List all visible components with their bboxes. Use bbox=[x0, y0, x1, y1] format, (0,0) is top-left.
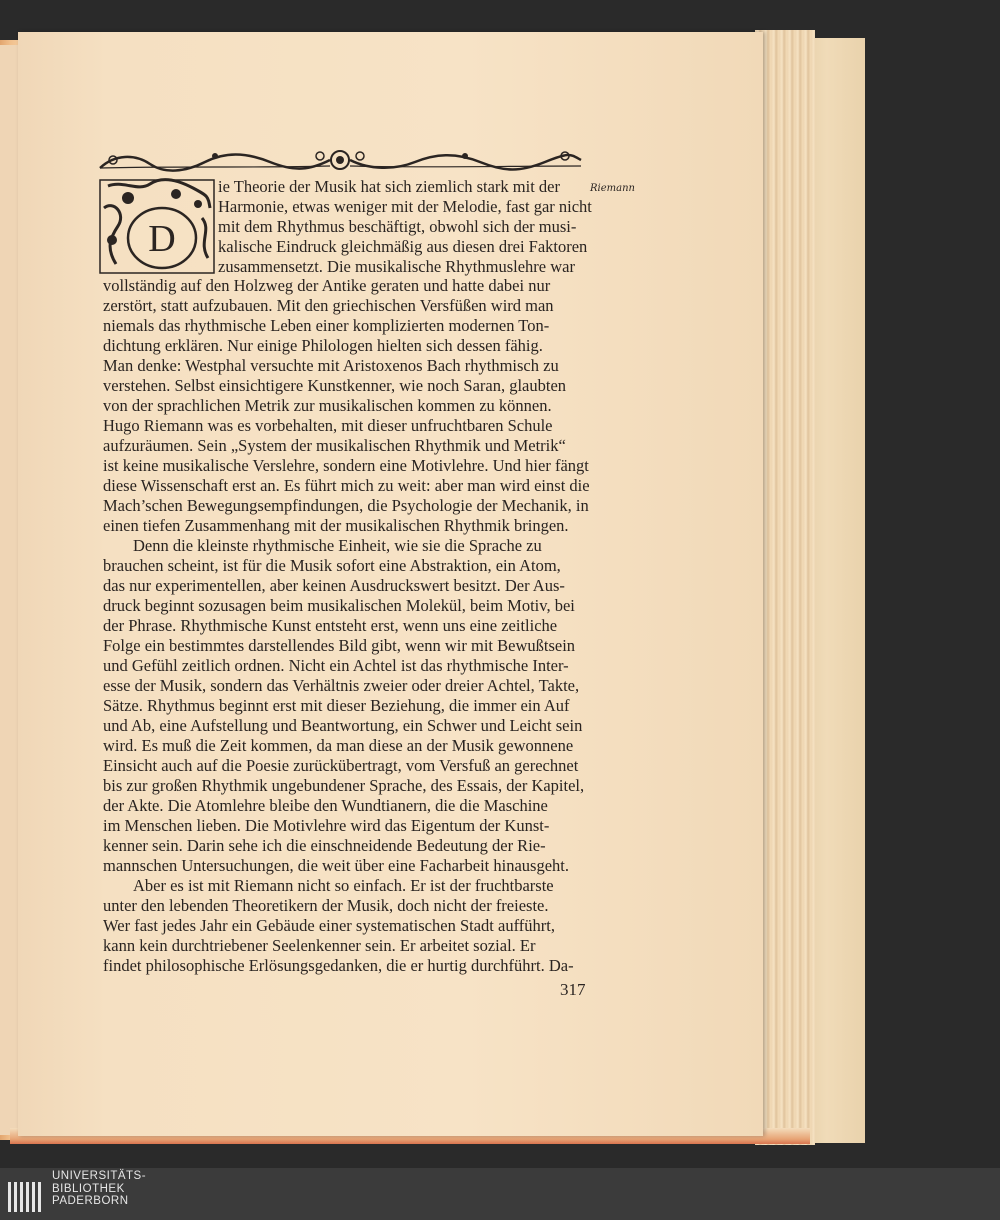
text-line: kenner sein. Darin sehe ich die einschneidende Bedeutung der Rie- bbox=[103, 836, 546, 855]
logo-line-3: PADERBORN bbox=[52, 1195, 129, 1207]
library-logo-icon bbox=[6, 1178, 46, 1214]
text-line: kann kein durchtriebener Seelenkenner sein. Er arbeitet sozial. Er bbox=[103, 936, 536, 955]
text-line: wird. Es muß die Zeit kommen, da man diese an der Musik gewonnene bbox=[103, 736, 574, 755]
text-line: Harmonie, etwas weniger mit der Melodie, fast gar nicht bbox=[218, 197, 592, 216]
text-line: niemals das rhythmische Leben einer komplizierten modernen Ton- bbox=[103, 316, 550, 335]
page-number: 317 bbox=[560, 980, 586, 999]
text-line: Sätze. Rhythmus beginnt erst mit dieser Beziehung, die immer ein Auf bbox=[103, 696, 570, 715]
text-line: unter den lebenden Theoretikern der Musik, doch nicht der freieste. bbox=[103, 896, 549, 915]
text-line: Einsicht auch auf die Poesie zurückübertragt, vom Versfuß an gerechnet bbox=[103, 756, 579, 775]
text-line: Man denke: Westphal versuchte mit Aristoxenos Bach rhythmisch zu bbox=[103, 356, 559, 375]
text-line: kalische Eindruck gleichmäßig aus diesen drei Faktoren bbox=[218, 237, 588, 256]
text-line: mannschen Untersuchungen, die weit über eine Facharbeit hinausgeht. bbox=[103, 856, 569, 875]
dropcap-letter: D bbox=[148, 218, 176, 260]
text-line: ie Theorie der Musik hat sich ziemlich stark mit der bbox=[218, 177, 560, 196]
text-line: Aber es ist mit Riemann nicht so einfach. Er ist der fruchtbarste bbox=[133, 876, 554, 895]
text-line: Hugo Riemann was es vorbehalten, mit dieser unfruchtbaren Schule bbox=[103, 416, 553, 435]
text-line: ist keine musikalische Verslehre, sondern eine Motivlehre. Und hier fängt bbox=[103, 456, 589, 475]
text-line: Denn die kleinste rhythmische Einheit, wie sie die Sprache zu bbox=[133, 536, 542, 555]
text-line: Wer fast jedes Jahr ein Gebäude einer systematischen Stadt aufführt, bbox=[103, 916, 555, 935]
text-line: Folge ein bestimmtes darstellendes Bild gibt, wenn wir mit Bewußtsein bbox=[103, 636, 576, 655]
text-line: bis zur großen Rhythmik ungebundener Sprache, des Essais, der Kapitel, bbox=[103, 776, 585, 795]
text-line: der Akte. Die Atomlehre bleibe den Wundtianern, die die Maschine bbox=[103, 796, 548, 815]
text-line: im Menschen lieben. Die Motivlehre wird das Eigentum der Kunst- bbox=[103, 816, 550, 835]
left-page-strip bbox=[0, 45, 20, 1135]
text-line: Mach’schen Bewegungsempfindungen, die Psychologie der Mechanik, in bbox=[103, 496, 589, 515]
text-line: einen tiefen Zusammenhang mit der musikalischen Rhythmik bringen. bbox=[103, 516, 569, 535]
text-line: druck beginnt sozusagen beim musikalischen Molekül, beim Motiv, bei bbox=[103, 596, 575, 615]
text-line: dichtung erklären. Nur einige Philologen hielten sich dessen fähig. bbox=[103, 336, 543, 355]
text-line: vollständig auf den Holzweg der Antike geraten und hatte dabei nur bbox=[103, 276, 551, 295]
text-line: der Phrase. Rhythmische Kunst entsteht erst, wenn uns eine zeitliche bbox=[103, 616, 558, 635]
text-line: brauchen scheint, ist für die Musik sofort eine Abstraktion, ein Atom, bbox=[103, 556, 561, 575]
library-logo-text bbox=[52, 1170, 146, 1208]
dropcap-ornament bbox=[98, 178, 216, 275]
ornament-vine-icon bbox=[95, 146, 585, 176]
text-line: von der sprachlichen Metrik zur musikalischen kommen zu können. bbox=[103, 396, 552, 415]
text-line: esse der Musik, sondern das Verhältnis zweier oder dreier Achtel, Takte, bbox=[103, 676, 580, 695]
text-line: das nur experimentellen, aber keinen Ausdruckswert besitzt. Der Aus- bbox=[103, 576, 565, 595]
library-footer bbox=[0, 1168, 1000, 1220]
text-line: aufzuräumen. Sein „System der musikalischen Rhythmik und Metrik“ bbox=[103, 436, 566, 455]
page-stack-edges bbox=[755, 30, 815, 1145]
text-line: mit dem Rhythmus beschäftigt, obwohl sich der musi- bbox=[218, 217, 577, 236]
text-line: und Ab, eine Aufstellung und Beantwortung, ein Schwer und Leicht sein bbox=[103, 716, 583, 735]
text-line: und Gefühl zeitlich ordnen. Nicht ein Achtel ist das rhythmische Inter- bbox=[103, 656, 569, 675]
logo-line-2: BIBLIOTHEK bbox=[52, 1182, 125, 1195]
text-line: findet philosophische Erlösungsgedanken, die er hurtig durchführt. Da- bbox=[103, 956, 574, 975]
text-line: diese Wissenschaft erst an. Es führt mich zu weit: aber man wird einst die bbox=[103, 476, 590, 495]
logo-line-1: UNIVERSITÄTS- bbox=[52, 1170, 147, 1182]
text-line: zerstört, statt aufzubauen. Mit den griechischen Versfüßen wird man bbox=[103, 296, 554, 315]
text-line: verstehen. Selbst einsichtigere Kunstkenner, wie noch Saran, glaubten bbox=[103, 376, 567, 395]
margin-note: Riemann bbox=[590, 183, 635, 194]
text-line: zusammensetzt. Die musikalische Rhythmuslehre war bbox=[218, 257, 575, 276]
